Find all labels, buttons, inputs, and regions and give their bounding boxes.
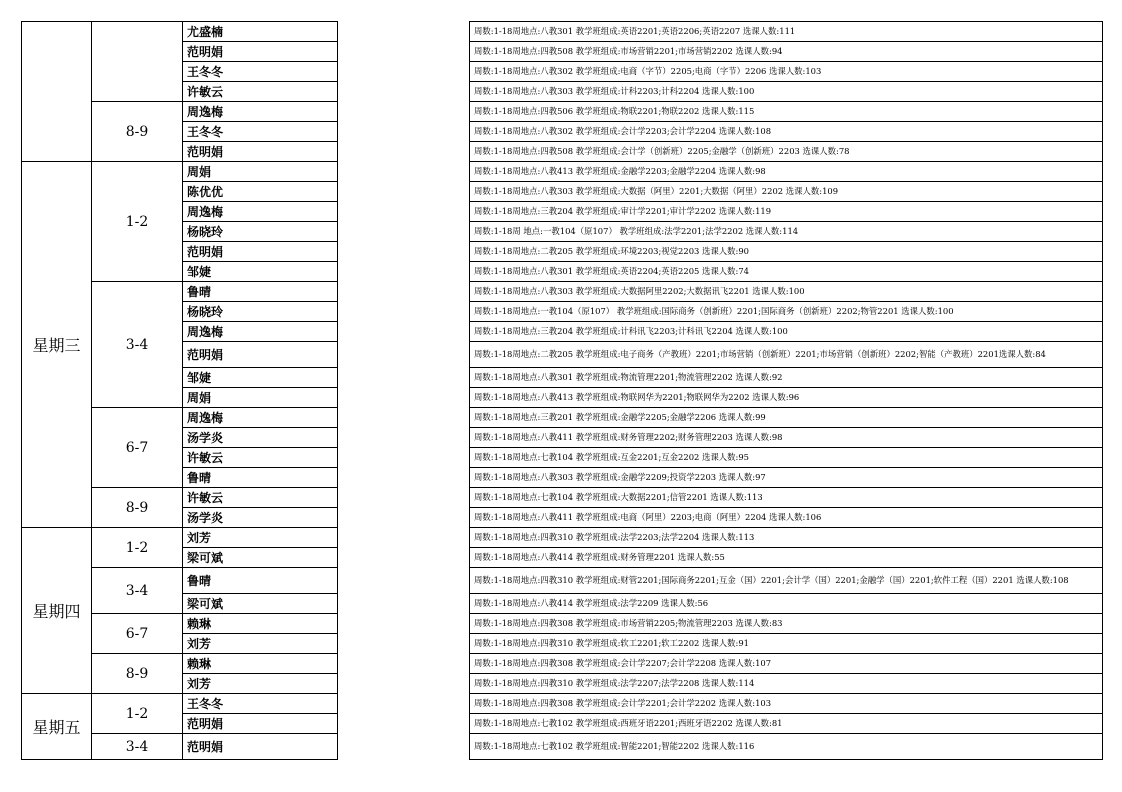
- course-detail: 周数:1-18周地点:八教411 教学班组成:电商（阿里）2203;电商（阿里）2204 选课人数:106: [470, 508, 1103, 528]
- table-row: [22, 614, 1103, 634]
- spacer-cell: [338, 614, 470, 634]
- table-row: [22, 548, 1103, 568]
- day-cell: [22, 22, 92, 162]
- table-row: [22, 302, 1103, 322]
- period-cell: 3-4: [92, 568, 183, 614]
- course-detail: 周数:1-18周地点:八教302 教学班组成:会计学2203;会计学2204 选课人数:108: [470, 122, 1103, 142]
- teacher-name: 范明娟: [183, 714, 338, 734]
- period-cell: [92, 22, 183, 102]
- teacher-name: 范明娟: [183, 42, 338, 62]
- course-detail: 周数:1-18周地点:八教303 教学班组成:大数据（阿里）2201;大数据（阿里）2202 选课人数:109: [470, 182, 1103, 202]
- teacher-name: 王冬冬: [183, 122, 338, 142]
- spacer-cell: [338, 122, 470, 142]
- table-row: [22, 42, 1103, 62]
- table-row: [22, 714, 1103, 734]
- spacer-cell: [338, 282, 470, 302]
- course-detail: 周数:1-18周地点:二教205 教学班组成:电子商务（产教班）2201;市场营销（创新班）2201;市场营销（创新班）2202;智能（产教班）2201选课人数:84: [470, 342, 1103, 368]
- teacher-name: 王冬冬: [183, 694, 338, 714]
- teacher-name: 刘芳: [183, 528, 338, 548]
- course-detail: 周数:1-18周地点:四教308 教学班组成:市场营销2205;物流管理2203 选课人数:83: [470, 614, 1103, 634]
- spacer-cell: [338, 528, 470, 548]
- table-row: [22, 122, 1103, 142]
- teacher-name: 周逸梅: [183, 202, 338, 222]
- table-row: [22, 102, 1103, 122]
- course-detail: 周数:1-18周地点:八教301 教学班组成:物流管理2201;物流管理2202 选课人数:92: [470, 368, 1103, 388]
- teacher-name: 范明娟: [183, 242, 338, 262]
- teacher-name: 周娟: [183, 388, 338, 408]
- course-detail: 周数:1-18周 地点:一教104（原107） 教学班组成:法学2201;法学2202 选课人数:114: [470, 222, 1103, 242]
- table-row: [22, 488, 1103, 508]
- period-cell: 1-2: [92, 694, 183, 734]
- course-detail: 周数:1-18周地点:四教310 教学班组成:法学2203;法学2204 选课人数:113: [470, 528, 1103, 548]
- table-row: [22, 368, 1103, 388]
- day-cell: 星期三: [22, 162, 92, 528]
- table-row: [22, 388, 1103, 408]
- table-row: [22, 142, 1103, 162]
- table-row: [22, 202, 1103, 222]
- spacer-cell: [338, 408, 470, 428]
- spacer-cell: [338, 488, 470, 508]
- course-detail: 周数:1-18周地点:四教508 教学班组成:会计学（创新班）2205;金融学（创新班）2203 选课人数:78: [470, 142, 1103, 162]
- teacher-name: 王冬冬: [183, 62, 338, 82]
- course-detail: 周数:1-18周地点:八教414 教学班组成:法学2209 选课人数:56: [470, 594, 1103, 614]
- schedule-body: [22, 22, 1103, 760]
- course-detail: 周数:1-18周地点:二教205 教学班组成:环境2203;视觉2203 选课人数:90: [470, 242, 1103, 262]
- spacer-cell: [338, 222, 470, 242]
- teacher-name: 邹婕: [183, 368, 338, 388]
- spacer-cell: [338, 674, 470, 694]
- period-cell: 1-2: [92, 528, 183, 568]
- table-row: [22, 594, 1103, 614]
- course-detail: 周数:1-18周地点:八教301 教学班组成:英语2201;英语2206;英语2207 选课人数:111: [470, 22, 1103, 42]
- teacher-name: 汤学炎: [183, 508, 338, 528]
- teacher-name: 邹婕: [183, 262, 338, 282]
- teacher-name: 刘芳: [183, 674, 338, 694]
- table-row: [22, 694, 1103, 714]
- teacher-name: 范明娟: [183, 734, 338, 760]
- course-detail: 周数:1-18周地点:三教201 教学班组成:金融学2205;金融学2206 选课人数:99: [470, 408, 1103, 428]
- period-cell: 8-9: [92, 102, 183, 162]
- period-cell: 6-7: [92, 408, 183, 488]
- course-detail: 周数:1-18周地点:四教308 教学班组成:会计学2201;会计学2202 选课人数:103: [470, 694, 1103, 714]
- table-row: [22, 568, 1103, 594]
- table-row: [22, 282, 1103, 302]
- table-row: [22, 528, 1103, 548]
- spacer-cell: [338, 594, 470, 614]
- spacer-cell: [338, 82, 470, 102]
- teacher-name: 陈优优: [183, 182, 338, 202]
- course-detail: 周数:1-18周地点:三教204 教学班组成:计科讯飞2203;计科讯飞2204 选课人数:100: [470, 322, 1103, 342]
- course-detail: 周数:1-18周地点:八教302 教学班组成:电商（字节）2205;电商（字节）2206 选课人数:103: [470, 62, 1103, 82]
- teacher-name: 许敏云: [183, 448, 338, 468]
- course-detail: 周数:1-18周地点:八教303 教学班组成:大数据阿里2202;大数据讯飞2201 选课人数:100: [470, 282, 1103, 302]
- table-row: [22, 62, 1103, 82]
- schedule-table: [21, 21, 1103, 760]
- spacer-cell: [338, 162, 470, 182]
- teacher-name: 鲁晴: [183, 568, 338, 594]
- spacer-cell: [338, 428, 470, 448]
- spacer-cell: [338, 102, 470, 122]
- table-row: [22, 82, 1103, 102]
- spacer-cell: [338, 242, 470, 262]
- spacer-cell: [338, 62, 470, 82]
- teacher-name: 周逸梅: [183, 322, 338, 342]
- teacher-name: 刘芳: [183, 634, 338, 654]
- teacher-name: 汤学炎: [183, 428, 338, 448]
- table-row: [22, 654, 1103, 674]
- spacer-cell: [338, 714, 470, 734]
- day-cell: 星期四: [22, 528, 92, 694]
- table-row: [22, 322, 1103, 342]
- table-row: [22, 222, 1103, 242]
- spacer-cell: [338, 142, 470, 162]
- spacer-cell: [338, 342, 470, 368]
- table-row: [22, 428, 1103, 448]
- spacer-cell: [338, 508, 470, 528]
- teacher-name: 许敏云: [183, 488, 338, 508]
- spacer-cell: [338, 448, 470, 468]
- table-row: [22, 508, 1103, 528]
- spacer-cell: [338, 322, 470, 342]
- course-detail: 周数:1-18周地点:八教303 教学班组成:金融学2209;投资学2203 选课人数:97: [470, 468, 1103, 488]
- course-detail: 周数:1-18周地点:八教414 教学班组成:财务管理2201 选课人数:55: [470, 548, 1103, 568]
- course-detail: 周数:1-18周地点:八教411 教学班组成:财务管理2202;财务管理2203 选课人数:98: [470, 428, 1103, 448]
- period-cell: 6-7: [92, 614, 183, 654]
- table-row: [22, 162, 1103, 182]
- period-cell: 3-4: [92, 282, 183, 408]
- course-detail: 周数:1-18周地点:四教506 教学班组成:物联2201;物联2202 选课人数:115: [470, 102, 1103, 122]
- teacher-name: 范明娟: [183, 142, 338, 162]
- table-row: [22, 674, 1103, 694]
- spacer-cell: [338, 388, 470, 408]
- teacher-name: 杨晓玲: [183, 222, 338, 242]
- table-row: [22, 342, 1103, 368]
- teacher-name: 周娟: [183, 162, 338, 182]
- teacher-name: 范明娟: [183, 342, 338, 368]
- table-row: [22, 634, 1103, 654]
- table-row: [22, 734, 1103, 760]
- course-detail: 周数:1-18周地点:七教104 教学班组成:互金2201;互金2202 选课人数:95: [470, 448, 1103, 468]
- course-detail: 周数:1-18周地点:一教104（原107） 教学班组成:国际商务（创新班）2201;国际商务（创新班）2202;物管2201 选课人数:100: [470, 302, 1103, 322]
- table-row: [22, 408, 1103, 428]
- teacher-name: 赖琳: [183, 654, 338, 674]
- spacer-cell: [338, 202, 470, 222]
- spacer-cell: [338, 22, 470, 42]
- teacher-name: 赖琳: [183, 614, 338, 634]
- spacer-cell: [338, 368, 470, 388]
- spacer-cell: [338, 548, 470, 568]
- period-cell: 1-2: [92, 162, 183, 282]
- period-cell: 3-4: [92, 734, 183, 760]
- spacer-cell: [338, 568, 470, 594]
- table-row: [22, 262, 1103, 282]
- course-detail: 周数:1-18周地点:四教310 教学班组成:财管2201;国际商务2201;互金（国）2201;会计学（国）2201;金融学（国）2201;软件工程（国）2201 选课人数:108: [470, 568, 1103, 594]
- course-detail: 周数:1-18周地点:八教303 教学班组成:计科2203;计科2204 选课人数:100: [470, 82, 1103, 102]
- course-detail: 周数:1-18周地点:四教308 教学班组成:会计学2207;会计学2208 选课人数:107: [470, 654, 1103, 674]
- course-detail: 周数:1-18周地点:三教204 教学班组成:审计学2201;审计学2202 选课人数:119: [470, 202, 1103, 222]
- spacer-cell: [338, 468, 470, 488]
- course-detail: 周数:1-18周地点:八教413 教学班组成:金融学2203;金融学2204 选课人数:98: [470, 162, 1103, 182]
- period-cell: 8-9: [92, 488, 183, 528]
- course-detail: 周数:1-18周地点:八教413 教学班组成:物联网华为2201;物联网华为2202 选课人数:96: [470, 388, 1103, 408]
- table-row: [22, 242, 1103, 262]
- period-cell: 8-9: [92, 654, 183, 694]
- table-row: [22, 22, 1103, 42]
- teacher-name: 周逸梅: [183, 102, 338, 122]
- spacer-cell: [338, 654, 470, 674]
- teacher-name: 尤盛楠: [183, 22, 338, 42]
- teacher-name: 梁可斌: [183, 548, 338, 568]
- spacer-cell: [338, 182, 470, 202]
- course-detail: 周数:1-18周地点:七教102 教学班组成:智能2201;智能2202 选课人数:116: [470, 734, 1103, 760]
- course-detail: 周数:1-18周地点:四教508 教学班组成:市场营销2201;市场营销2202 选课人数:94: [470, 42, 1103, 62]
- spacer-cell: [338, 302, 470, 322]
- course-detail: 周数:1-18周地点:七教104 教学班组成:大数据2201;信管2201 选课人数:113: [470, 488, 1103, 508]
- spacer-cell: [338, 262, 470, 282]
- teacher-name: 鲁晴: [183, 468, 338, 488]
- teacher-name: 梁可斌: [183, 594, 338, 614]
- spacer-cell: [338, 42, 470, 62]
- spacer-cell: [338, 734, 470, 760]
- teacher-name: 周逸梅: [183, 408, 338, 428]
- course-detail: 周数:1-18周地点:八教301 教学班组成:英语2204;英语2205 选课人数:74: [470, 262, 1103, 282]
- teacher-name: 鲁晴: [183, 282, 338, 302]
- table-row: [22, 182, 1103, 202]
- course-detail: 周数:1-18周地点:七教102 教学班组成:西班牙语2201;西班牙语2202 选课人数:81: [470, 714, 1103, 734]
- spacer-cell: [338, 694, 470, 714]
- course-detail: 周数:1-18周地点:四教310 教学班组成:法学2207;法学2208 选课人数:114: [470, 674, 1103, 694]
- day-cell: 星期五: [22, 694, 92, 760]
- teacher-name: 许敏云: [183, 82, 338, 102]
- teacher-name: 杨晓玲: [183, 302, 338, 322]
- spacer-cell: [338, 634, 470, 654]
- table-row: [22, 448, 1103, 468]
- course-detail: 周数:1-18周地点:四教310 教学班组成:软工2201;软工2202 选课人数:91: [470, 634, 1103, 654]
- table-row: [22, 468, 1103, 488]
